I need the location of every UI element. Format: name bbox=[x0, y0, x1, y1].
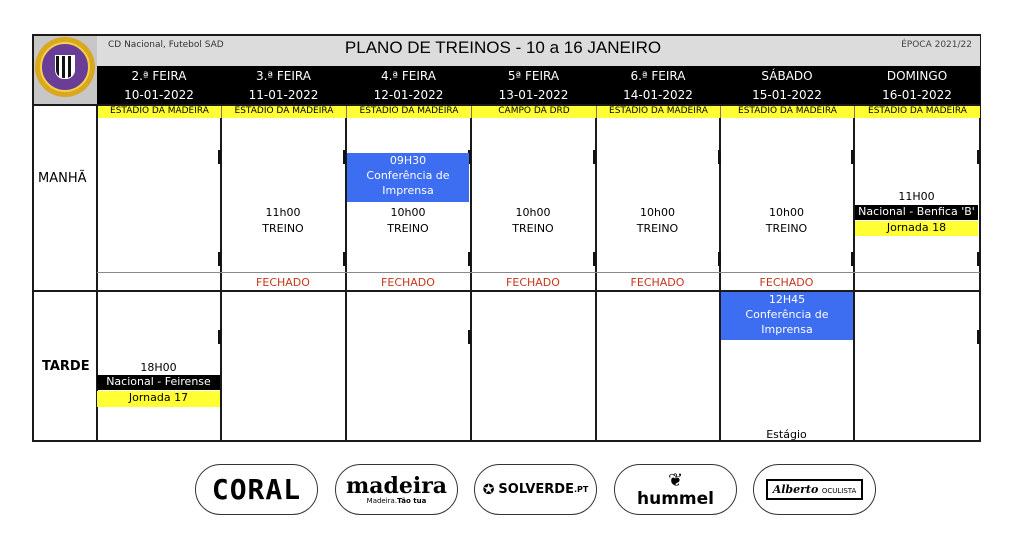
venue-saturday: ESTÁDIO DA MADEIRA bbox=[720, 105, 854, 118]
venue-friday: ESTÁDIO DA MADEIRA bbox=[596, 105, 720, 118]
venue-thursday: CAMPO DA DRD bbox=[471, 105, 596, 118]
match-fixture: Nacional - Feirense bbox=[97, 375, 220, 390]
grid-tick bbox=[343, 150, 346, 164]
grid-tick bbox=[718, 252, 721, 266]
closed-label: FECHADO bbox=[759, 276, 814, 289]
row-label-morning: MANHÃ bbox=[38, 171, 87, 186]
day-header-saturday: SÁBADO 15-01-2022 bbox=[720, 66, 854, 105]
grid-tick bbox=[851, 150, 854, 164]
grid-tick bbox=[977, 150, 980, 164]
row-label-afternoon: TARDE bbox=[42, 359, 90, 374]
day-header-monday: 2.ª FEIRA 10-01-2022 bbox=[97, 66, 221, 105]
match-round: Jornada 18 bbox=[855, 221, 978, 236]
grid-line bbox=[33, 104, 980, 106]
camp-note: Estágio bbox=[766, 428, 807, 441]
training-activity: TREINO bbox=[636, 222, 679, 235]
closed-label: FECHADO bbox=[381, 276, 435, 289]
venue-sunday: ESTÁDIO DA MADEIRA bbox=[854, 105, 980, 118]
grid-tick bbox=[593, 150, 596, 164]
match-fixture: Nacional - Benfica 'B' bbox=[855, 205, 978, 220]
match-time: 18H00 bbox=[140, 361, 177, 374]
sponsor-madeira-logo: madeira Madeira.Tão tua bbox=[335, 464, 458, 515]
hummel-bee-icon: ❦ bbox=[667, 469, 684, 491]
press-conference-block: 09H30 Conferência de Imprensa bbox=[347, 153, 469, 202]
training-activity: TREINO bbox=[262, 222, 304, 235]
training-activity: TREINO bbox=[387, 222, 429, 235]
training-time: 11h00 bbox=[265, 206, 301, 219]
press-conference-block: 12H45 Conferência de Imprensa bbox=[721, 292, 853, 340]
grid-tick bbox=[218, 252, 221, 266]
club-logo bbox=[35, 37, 95, 97]
club-name: CD Nacional, Futebol SAD bbox=[108, 40, 224, 50]
grid-tick bbox=[851, 252, 854, 266]
day-header-wednesday: 4.ª FEIRA 12-01-2022 bbox=[346, 66, 471, 105]
day-header-friday: 6.ª FEIRA 14-01-2022 bbox=[596, 66, 720, 105]
match-time: 11H00 bbox=[898, 190, 935, 203]
day-header-sunday: DOMINGO 16-01-2022 bbox=[854, 66, 980, 105]
season-label: ÉPOCA 2021/22 bbox=[901, 40, 972, 50]
grid-tick bbox=[218, 150, 221, 164]
training-activity: TREINO bbox=[512, 222, 554, 235]
training-time: 10h00 bbox=[515, 206, 551, 219]
venue-wednesday: ESTÁDIO DA MADEIRA bbox=[346, 105, 471, 118]
day-header-thursday: 5ª FEIRA 13-01-2022 bbox=[471, 66, 596, 105]
sponsor-alberto-logo: Alberto OCULISTA bbox=[753, 464, 876, 515]
closed-label: FECHADO bbox=[256, 276, 310, 289]
grid-tick bbox=[718, 150, 721, 164]
grid-tick bbox=[468, 252, 471, 266]
grid-tick bbox=[977, 330, 980, 344]
venue-monday: ESTÁDIO DA MADEIRA bbox=[97, 105, 221, 118]
grid-tick bbox=[977, 252, 980, 266]
training-time: 10h00 bbox=[769, 206, 804, 219]
grid-tick bbox=[343, 252, 346, 266]
closed-label: FECHADO bbox=[506, 276, 560, 289]
grid-tick bbox=[593, 252, 596, 266]
training-time: 10h00 bbox=[390, 206, 426, 219]
training-activity: TREINO bbox=[765, 222, 808, 235]
plan-title: PLANO DE TREINOS - 10 a 16 JANEIRO bbox=[344, 38, 662, 57]
day-header-tuesday: 3.ª FEIRA 11-01-2022 bbox=[221, 66, 346, 105]
sponsor-solverde-logo: ✪ SOLVERDE .PT bbox=[474, 464, 597, 515]
match-round: Jornada 17 bbox=[97, 391, 220, 407]
closed-label: FECHADO bbox=[630, 276, 685, 289]
sponsor-coral-logo: CORAL bbox=[195, 464, 318, 515]
grid-line bbox=[97, 272, 980, 273]
grid-tick bbox=[468, 330, 471, 344]
grid-tick bbox=[218, 330, 221, 344]
venue-tuesday: ESTÁDIO DA MADEIRA bbox=[221, 105, 346, 118]
grid-line bbox=[853, 118, 855, 441]
training-time: 10h00 bbox=[640, 206, 675, 219]
sponsor-hummel-logo: ❦ hummel bbox=[614, 464, 737, 515]
